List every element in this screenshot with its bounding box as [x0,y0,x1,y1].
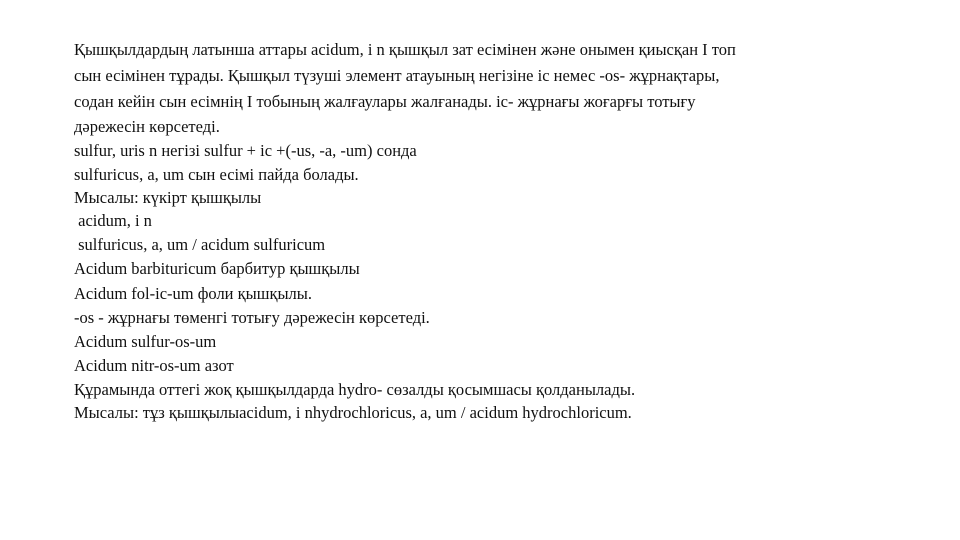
text-line: дәрежесін көрсетеді. [74,117,220,136]
text-line: Acidum nitr-os-um азот [74,356,234,375]
text-line: содан кейін сын есімнің I тобының жалғаулары жалғанады. ic- жұрнағы жоғарғы тотығу [74,92,696,111]
text-line: sulfuricus, a, um сын есімі пайда болады. [74,165,359,184]
text-line: Acidum fol-ic-um фоли қышқылы. [74,284,312,303]
text-line: Құрамында оттегі жоқ қышқылдарда hydro- сөзалды қосымшасы қолданылады. [74,380,636,399]
text-line: Acidum sulfur-os-um [74,332,217,351]
text-line: sulfuricus, a, um / acidum sulfuricum [74,235,326,254]
text-line: сын есімінен тұрады. Қышқыл түзуші элемент атауының негізіне ic немес -os- жұрнақтары, [74,66,720,85]
text-line: Қышқылдардың латынша аттары acidum, i n қышқыл зат есімінен және онымен қиысқан I топ [74,40,736,59]
text-line: Мысалы: тұз қышқылыacidum, i nhydrochloricus, a, um / acidum hydrochloricum. [74,403,632,422]
text-line: Acidum barbituricum барбитур қышқылы [74,259,360,278]
text-line: Мысалы: күкірт қышқылы [74,188,262,207]
text-line: -os - жұрнағы төменгі тотығу дәрежесін көрсетеді. [74,308,430,327]
text-line: sulfur, uris n негізі sulfur + ic +(-us, -a, -um) сонда [74,141,417,160]
text-line: acidum, i n [74,211,152,230]
